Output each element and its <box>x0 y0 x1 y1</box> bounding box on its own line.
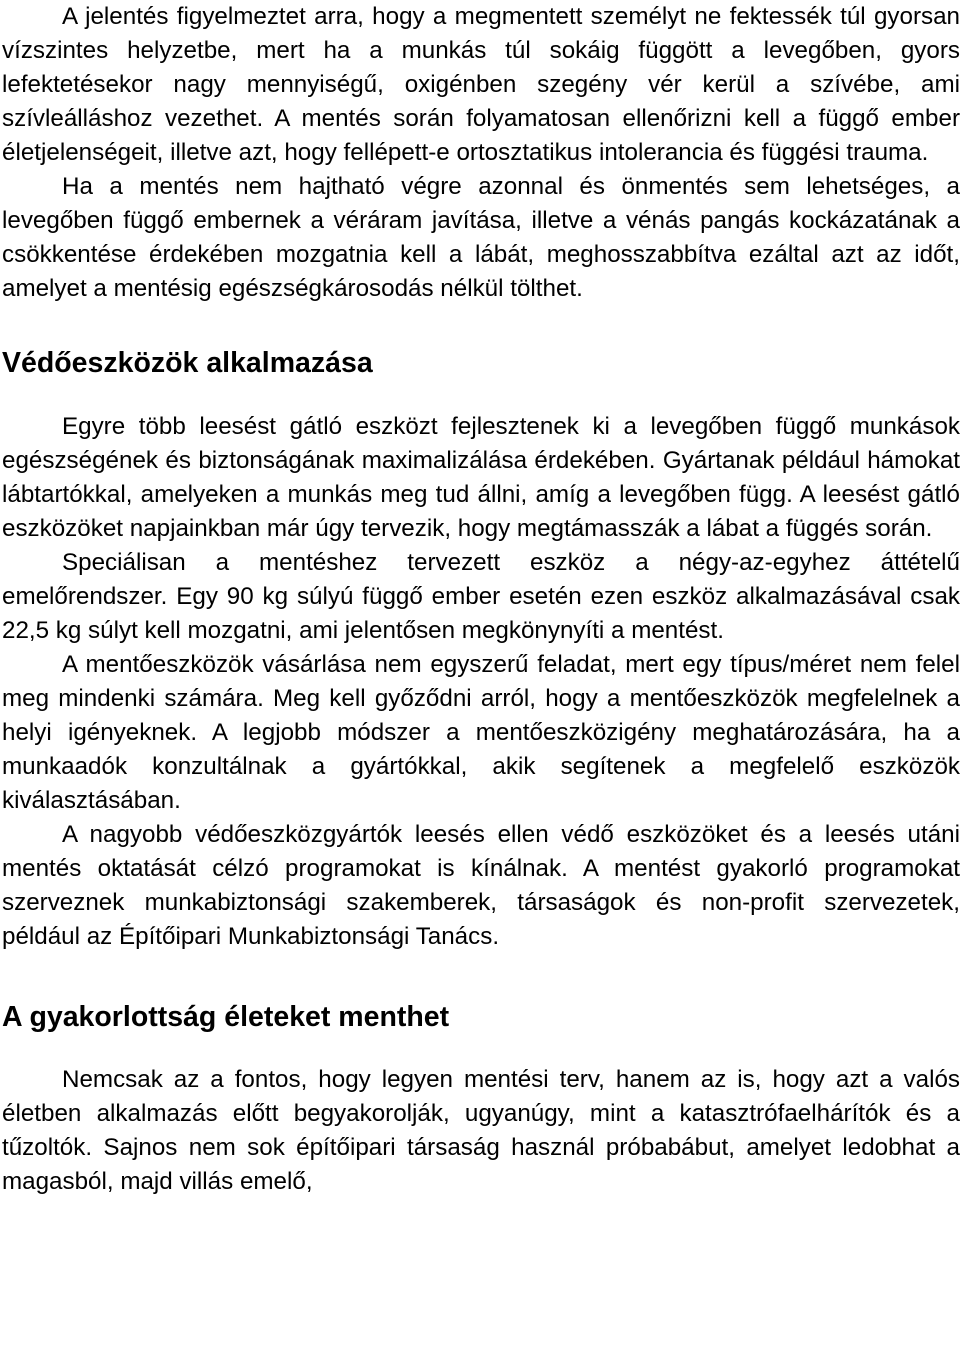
paragraph: A mentőeszközök vásárlása nem egyszerű feladat, mert egy típus/méret nem felel meg mindenki számára. Meg kell győződni arról, hogy a mentőeszközök megfelelnek a helyi igényeknek. A legjobb módszer a mentőeszközigény meghatározására, ha a munkaadók konzultálnak a gyártókkal, akik segítenek a megfelelő eszközök kiválasztásában. <box>2 651 960 814</box>
section-heading: A gyakorlottság életeket menthet <box>2 1001 450 1033</box>
paragraph: A jelentés figyelmeztet arra, hogy a megmentett személyt ne fektessék túl gyorsan vízszintes helyzetbe, mert ha a munkás túl sokáig függött a levegőben, gyors lefektetésekor nagy mennyiségű, oxigénben szegény vér kerül a szívébe, ami szívleálláshoz vezethet. A mentés során folyamatosan ellenőrizni kell a függő ember életjelenségeit, illetve azt, hogy fellépett-e ortosztatikus intolerancia és függési trauma. <box>2 3 960 166</box>
paragraph: A nagyobb védőeszközgyártók leesés ellen védő eszközöket és a leesés utáni mentés oktatását célzó programokat is kínálnak. A mentést gyakorló programokat szerveznek munkabiztonsági szakemberek, társaságok és non-profit szervezetek, például az Építőipari Munkabiztonsági Tanács. <box>2 821 960 950</box>
paragraph: Speciálisan a mentéshez tervezett eszköz a négy-az-egyhez áttételű emelőrendszer. Egy 90 kg súlyú függő ember esetén ezen eszköz alkalmazásával csak 22,5 kg súlyt kell mozgatni, ami jelentősen megkönynyíti a mentést. <box>2 549 960 644</box>
document-page <box>2 0 960 1199</box>
paragraph: Egyre több leesést gátló eszközt fejlesztenek ki a levegőben függő munkások egészségének és biztonságának maximalizálása érdekében. Gyártanak például hámokat lábtartókkal, amelyeken a munkás meg tud állni, amíg a levegőben függ. A leesést gátló eszközöket napjainkban már úgy tervezik, hogy megtámasszák a lábat a függés során. <box>2 413 960 542</box>
paragraph: Ha a mentés nem hajtható végre azonnal és önmentés sem lehetséges, a levegőben függő embernek a véráram javítása, illetve a vénás pangás kockázatának a csökkentése érdekében mozgatnia kell a lábát, meghosszabbítva ezáltal azt az időt, amelyet a mentésig egészségkárosodás nélkül tölthet. <box>2 173 960 302</box>
paragraph: Nemcsak az a fontos, hogy legyen mentési terv, hanem az is, hogy azt a valós életben alkalmazás előtt begyakorolják, ugyanúgy, mint a katasztrófaelhárítók és a tűzoltók. Sajnos nem sok építőipari társaság használ próbabábut, amelyet ledobhat a magasból, majd villás emelő, <box>2 1066 960 1195</box>
section-heading: Védőeszközök alkalmazása <box>2 347 373 379</box>
